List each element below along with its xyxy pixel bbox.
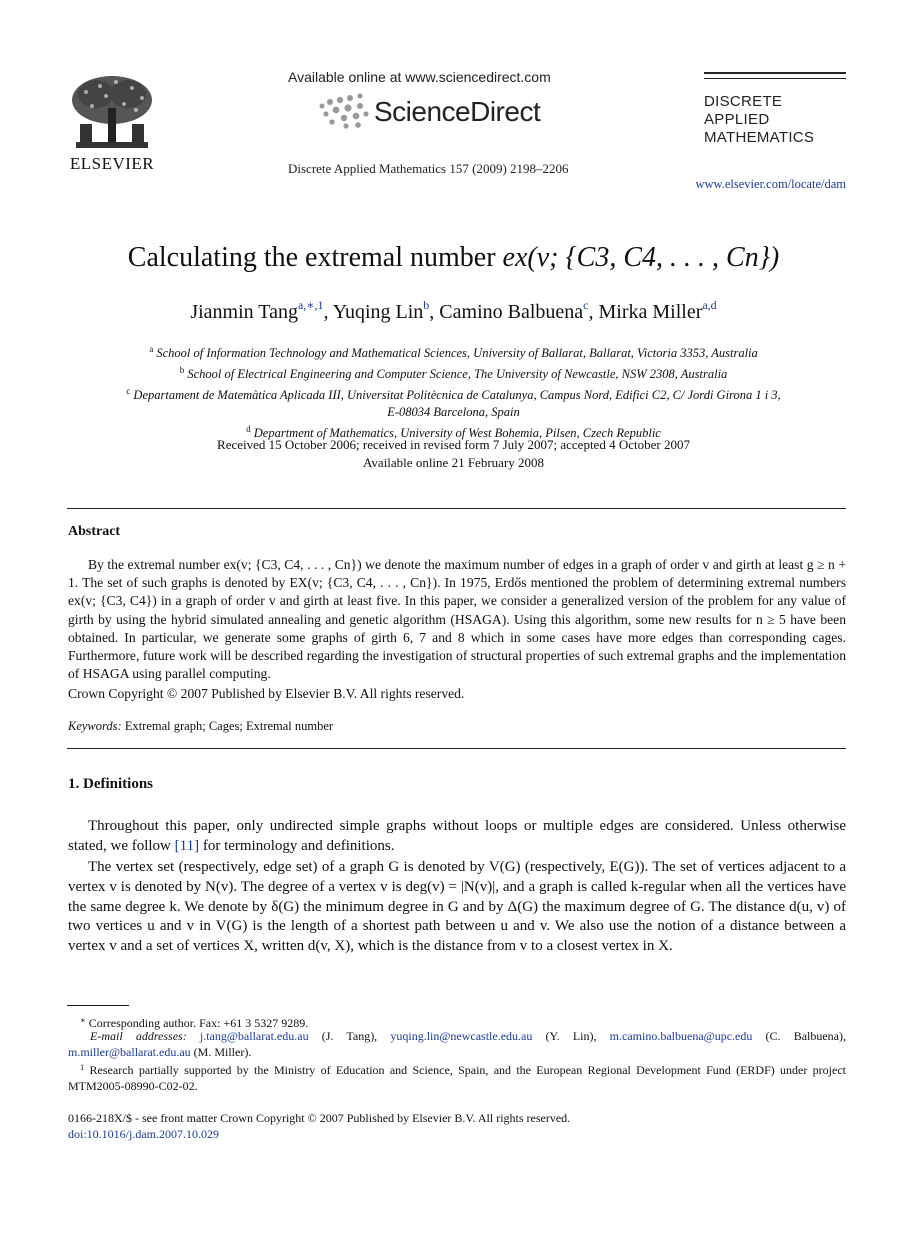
body-paragraph (68, 817, 846, 857)
paper-title-text: Calculating the extremal number (127, 242, 503, 273)
author-affiliation-mark[interactable]: c (583, 298, 589, 312)
elsevier-tree-icon (66, 72, 158, 152)
affiliation-mark: c (126, 386, 131, 396)
affiliation-mark: d (246, 424, 251, 434)
paper-title-math: ex(v; {C3, C4, . . . , Cn}) (502, 242, 780, 273)
sciencedirect-wordmark: ScienceDirect (374, 96, 541, 127)
author-list: Jianmin Tang$^{a,∗,1}$, Yuqing Lin$^b$, Camino Balbuena$^c$, Mirka Miller$^{a,d}$ (190, 298, 717, 323)
affiliation-text: E-08034 Barcelona, Spain (387, 405, 520, 419)
footnote-rule (67, 1005, 129, 1006)
body-paragraph: The vertex set (respectively, edge set) of a graph G is denoted by V(G) (respectively, E(G)). The set of vertices adjacent to a vertex v is denoted by N(v). The degree of a vertex v is deg(v) = |N(v)|, and a graph is called k-regular when all the vertices have the same degree k. We denote by δ(G) the minimum degree in G and by Δ(G) the maximum degree of G. The distance d(u, v) of two vertices u and v in V(G) is the length of a shortest path between u and v. We also use the notion of a distance between a vertex v and a set of vertices X, written d(v, X), which is the distance from v to a closest vertex in X. (68, 859, 846, 955)
citation-link[interactable]: [11] (174, 837, 200, 854)
author-name: Jianmin Tang (190, 301, 298, 323)
author-name: Mirka Miller (598, 301, 703, 323)
abstract-copyright: Crown Copyright © 2007 Published by Elsevier B.V. All rights reserved. (68, 686, 465, 701)
issn-line: 0166-218X/$ - see front matter Crown Copyright © 2007 Published by Elsevier B.V. All rights reserved. (68, 1111, 571, 1125)
email-link[interactable]: m.camino.balbuena@upc.edu (609, 1029, 753, 1043)
author-affiliation-mark[interactable]: a,∗,1 (297, 298, 324, 312)
footnote-emails (68, 1028, 846, 1060)
abstract-heading: Abstract (68, 524, 121, 539)
section-heading: 1. Definitions (68, 776, 154, 792)
paragraph-text: Throughout this paper, only undirected simple graphs without loops or multiple edges are considered. Unless otherwise stated, we follow (68, 818, 846, 854)
email-label: E-mail addresses: (90, 1029, 187, 1043)
affiliation-mark: a (149, 344, 154, 354)
footnote-mark: 1 (80, 1062, 85, 1072)
affiliation-text: Departament de Matemàtica Aplicada III, Universitat Politècnica de Catalunya, Campus Nord, Edifici C2, C/ Jordi Girona 1 i 3, (133, 388, 781, 402)
journal-title-block (704, 72, 846, 147)
footnote-mark: ∗ (80, 1015, 86, 1025)
keywords-label: Keywords: (68, 719, 122, 733)
footnote-text: Corresponding author. Fax: +61 3 5327 9289. (88, 1016, 309, 1030)
affiliation-item (60, 362, 847, 383)
affiliation-text: School of Electrical Engineering and Computer Science, The University of Newcastle, NSW 2308, Australia (187, 367, 728, 381)
author-affiliation-mark[interactable]: b (423, 298, 430, 312)
affiliation-item (60, 404, 847, 421)
author-affiliation-mark[interactable]: a,d (702, 298, 717, 312)
affiliation-item (60, 383, 847, 404)
affiliation-text: Department of Mathematics, University of West Bohemia, Pilsen, Czech Republic (253, 426, 661, 440)
journal-url-link[interactable]: www.elsevier.com/locate/dam (695, 177, 846, 191)
email-link[interactable]: yuqing.lin@newcastle.edu.au (390, 1029, 533, 1043)
sciencedirect-logo (316, 92, 556, 132)
author-name: Yuqing Lin (332, 301, 424, 323)
keywords (68, 719, 333, 734)
keywords-text: Extremal graph; Cages; Extremal number (124, 719, 334, 733)
journal-reference: Discrete Applied Mathematics 157 (2009) 2198–2206 (288, 161, 569, 176)
publisher-name: ELSEVIER (69, 154, 155, 173)
received-dates: Received 15 October 2006; received in revised form 7 July 2007; accepted 4 October 2007 (217, 437, 690, 452)
journal-title-rule-top (704, 72, 846, 74)
doi-link[interactable]: doi:10.1016/j.dam.2007.10.029 (68, 1127, 219, 1141)
footnote-funding (68, 1059, 846, 1094)
abstract-top-rule (67, 508, 846, 509)
elsevier-logo (66, 72, 158, 172)
available-online-date: Available online 21 February 2008 (363, 455, 544, 470)
affiliation-item (60, 341, 847, 362)
email-owner: (J. Tang), (308, 1029, 391, 1043)
journal-title (704, 79, 846, 147)
abstract-body: By the extremal number ex(v; {C3, C4, . . . , Cn}) we denote the maximum number of edges in a graph of order v and girth at least g ≥ n + 1. The set of such graphs is denoted by EX(v; {C3, C4, . . . , Cn}). In 1975, Erdős mentioned the problem of determining extremal numbers ex(v; {C3, C4}) in a graph of order v and girth at least five. In this paper, we consider a generalized version of the problem for any value of girth by using the hybrid simulated annealing and genetic algorithm (HSAGA). Using this algorithm, some new results for n ≥ 5 have been obtained. In particular, we generate some graphs of girth 6, 7 and 8 which in some cases have more edges than corresponding cages. Furthermore, future work will be described regarding the investigation of structural properties of such extremal graphs and the implementation of HSAGA using parallel computing. (68, 557, 846, 682)
abstract-bottom-rule (67, 748, 846, 749)
journal-title-line-1: DISCRETE (704, 93, 783, 110)
available-online-text: Available online at www.sciencedirect.com (288, 69, 551, 85)
author-name: Camino Balbuena (439, 301, 584, 323)
paper-title (0, 242, 907, 274)
paragraph-text: for terminology and definitions. (199, 837, 395, 854)
email-owner: (Y. Lin), (532, 1029, 610, 1043)
email-link[interactable]: m.miller@ballarat.edu.au (68, 1045, 191, 1059)
article-dates (0, 436, 907, 472)
footnote-text: Research partially supported by the Ministry of Education and Science, Spain, and the European Regional Development Fund (ERDF) under project MTM2005-08990-C02-02. (68, 1063, 846, 1093)
affiliation-text: School of Information Technology and Mathematical Sciences, University of Ballarat, Ballarat, Victoria 3353, Australia (156, 346, 758, 360)
email-link[interactable]: j.tang@ballarat.edu.au (199, 1029, 309, 1043)
affiliation-mark: b (179, 365, 185, 375)
journal-title-line-2: APPLIED (704, 111, 770, 128)
sciencedirect-dots-icon (316, 92, 372, 132)
journal-title-line-3: MATHEMATICS (704, 129, 815, 146)
affiliation-list (60, 341, 847, 442)
email-owner: (M. Miller). (190, 1045, 252, 1059)
email-owner: (C. Balbuena), (752, 1029, 846, 1043)
